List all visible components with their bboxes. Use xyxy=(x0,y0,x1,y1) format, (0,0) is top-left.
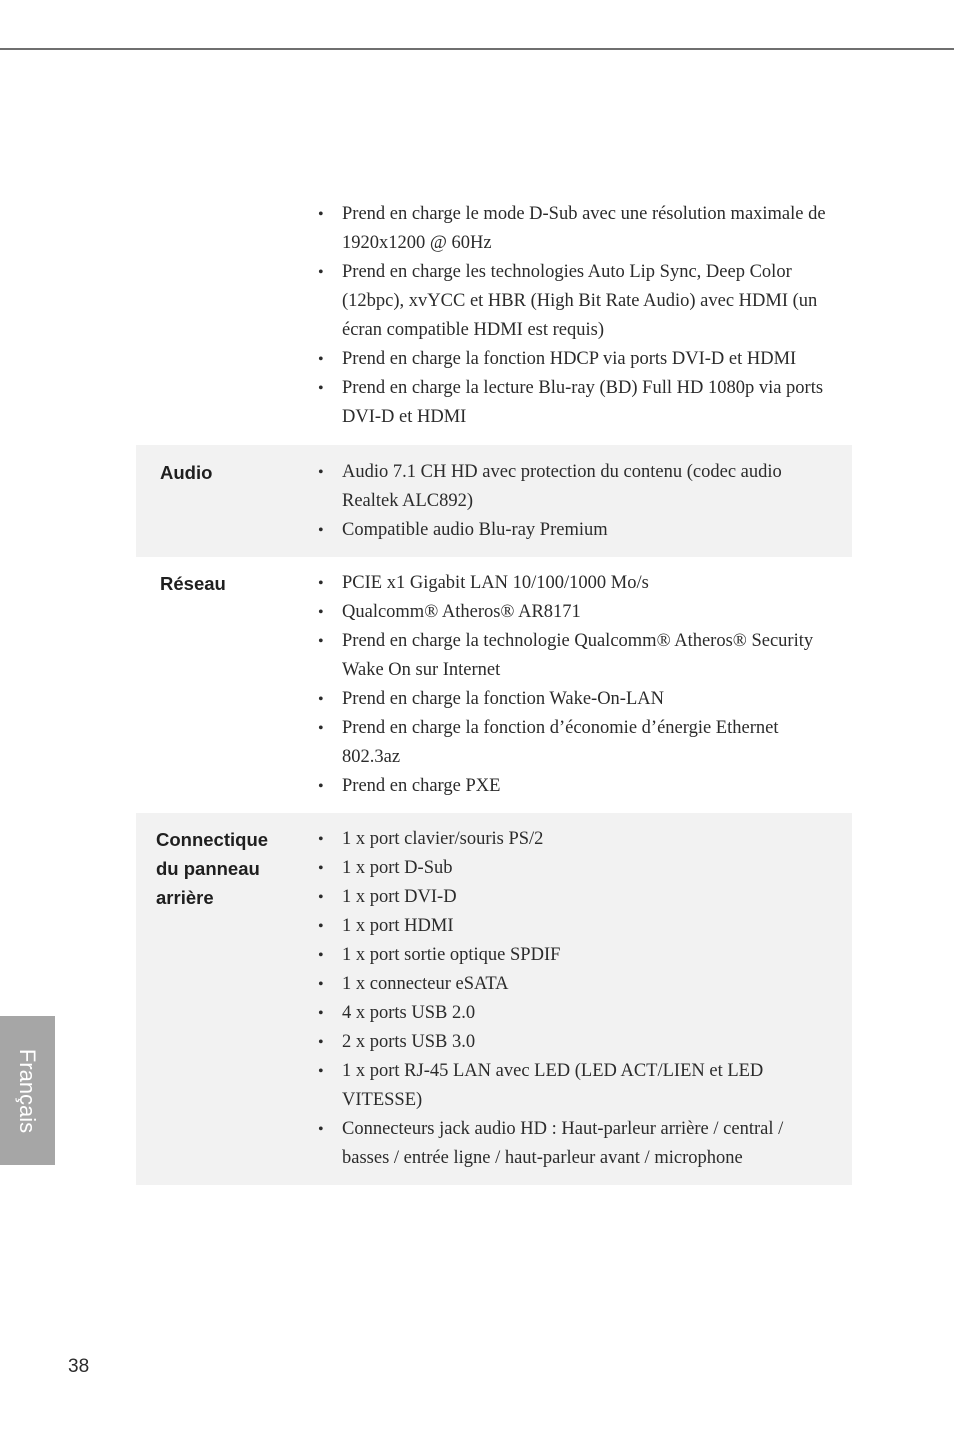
bullet-icon: • xyxy=(318,1034,324,1051)
rear-panel-row xyxy=(136,813,852,1185)
bullet-icon: • xyxy=(318,831,324,848)
list-item xyxy=(306,1115,826,1173)
rear-panel-label-line: arrière xyxy=(156,887,214,908)
list-item xyxy=(306,374,826,432)
list-item-text: Prend en charge la fonction Wake-On-LAN xyxy=(342,689,664,709)
audio-list xyxy=(306,458,826,545)
bullet-icon: • xyxy=(318,380,324,397)
list-item-text: 1 x port RJ-45 LAN avec LED (LED ACT/LIEN et LED VITESSE) xyxy=(342,1061,764,1110)
bullet-icon: • xyxy=(318,575,324,592)
bullet-icon: • xyxy=(318,947,324,964)
list-item-text: Prend en charge PXE xyxy=(342,776,501,796)
bullet-icon: • xyxy=(318,918,324,935)
list-item xyxy=(306,912,826,941)
bullet-icon: • xyxy=(318,464,324,481)
network-list xyxy=(306,569,826,801)
page-number: 38 xyxy=(68,1356,90,1377)
list-item xyxy=(306,200,826,258)
bullet-icon: • xyxy=(318,860,324,877)
rear-panel-label xyxy=(136,825,306,1173)
graphics-continued-list xyxy=(306,200,826,432)
bullet-icon: • xyxy=(318,633,324,650)
list-item-text: PCIE x1 Gigabit LAN 10/100/1000 Mo/s xyxy=(342,573,649,593)
list-item-text: 1 x connecteur eSATA xyxy=(342,974,509,994)
list-item xyxy=(306,598,826,627)
bullet-icon: • xyxy=(318,889,324,906)
header-rule xyxy=(0,48,954,50)
list-item xyxy=(306,854,826,883)
list-item xyxy=(306,883,826,912)
language-side-tab xyxy=(0,1016,55,1165)
bullet-icon: • xyxy=(318,604,324,621)
list-item xyxy=(306,458,826,516)
spec-table xyxy=(136,200,852,1185)
list-item-text: Audio 7.1 CH HD avec protection du contenu (codec audio Realtek ALC892) xyxy=(342,462,782,511)
list-item-text: Compatible audio Blu-ray Premium xyxy=(342,520,608,540)
list-item-text: 1 x port HDMI xyxy=(342,916,454,936)
list-item xyxy=(306,345,826,374)
bullet-icon: • xyxy=(318,351,324,368)
network-label: Réseau xyxy=(160,573,226,594)
list-item-text: 4 x ports USB 2.0 xyxy=(342,1003,476,1023)
list-item-text: 1 x port sortie optique SPDIF xyxy=(342,945,561,965)
bullet-icon: • xyxy=(318,691,324,708)
bullet-icon: • xyxy=(318,1005,324,1022)
bullet-icon: • xyxy=(318,778,324,795)
audio-row xyxy=(136,445,852,557)
list-item xyxy=(306,825,826,854)
list-item-text: 1 x port D-Sub xyxy=(342,858,453,878)
bullet-icon: • xyxy=(318,976,324,993)
list-item xyxy=(306,258,826,345)
network-row xyxy=(136,557,852,813)
list-item-text: Prend en charge la fonction d’économie d’énergie Ethernet 802.3az xyxy=(342,718,779,767)
list-item xyxy=(306,772,826,801)
rear-panel-list xyxy=(306,825,826,1173)
bullet-icon: • xyxy=(318,720,324,737)
list-item xyxy=(306,941,826,970)
list-item-text: Prend en charge le mode D-Sub avec une résolution maximale de 1920x1200 @ 60Hz xyxy=(342,204,826,253)
list-item-text: 2 x ports USB 3.0 xyxy=(342,1032,476,1052)
bullet-icon: • xyxy=(318,1121,324,1138)
list-item-text: 1 x port clavier/souris PS/2 xyxy=(342,829,544,849)
list-item xyxy=(306,970,826,999)
bullet-icon: • xyxy=(318,264,324,281)
graphics-continued-row xyxy=(136,200,852,432)
list-item xyxy=(306,569,826,598)
list-item-text: Prend en charge les technologies Auto Lip Sync, Deep Color (12bpc), xvYCC et HBR (High Bit Rate Audio) avec HDMI (un écran compatible HDMI est requis) xyxy=(342,262,818,340)
rear-panel-label-line: Connectique xyxy=(156,829,269,850)
list-item xyxy=(306,516,826,545)
bullet-icon: • xyxy=(318,522,324,539)
bullet-icon: • xyxy=(318,206,324,223)
list-item-text: Prend en charge la technologie Qualcomm® Atheros® Security Wake On sur Internet xyxy=(342,631,814,680)
language-tab-label: Français xyxy=(15,1048,40,1134)
rear-panel-label-line: du panneau xyxy=(156,858,260,879)
list-item-text: Connecteurs jack audio HD : Haut-parleur arrière / central / basses / entrée ligne / haut-parleur avant / microphone xyxy=(342,1119,784,1168)
list-item xyxy=(306,1057,826,1115)
list-item-text: Prend en charge la lecture Blu-ray (BD) Full HD 1080p via ports DVI-D et HDMI xyxy=(342,378,824,427)
list-item xyxy=(306,1028,826,1057)
bullet-icon: • xyxy=(318,1063,324,1080)
audio-label: Audio xyxy=(160,462,213,483)
list-item xyxy=(306,714,826,772)
list-item-text: 1 x port DVI-D xyxy=(342,887,457,907)
list-item xyxy=(306,627,826,685)
graphics-continued-label xyxy=(136,200,306,432)
list-item-text: Prend en charge la fonction HDCP via ports DVI-D et HDMI xyxy=(342,349,797,369)
list-item-text: Qualcomm® Atheros® AR8171 xyxy=(342,602,581,622)
list-item xyxy=(306,999,826,1028)
list-item xyxy=(306,685,826,714)
